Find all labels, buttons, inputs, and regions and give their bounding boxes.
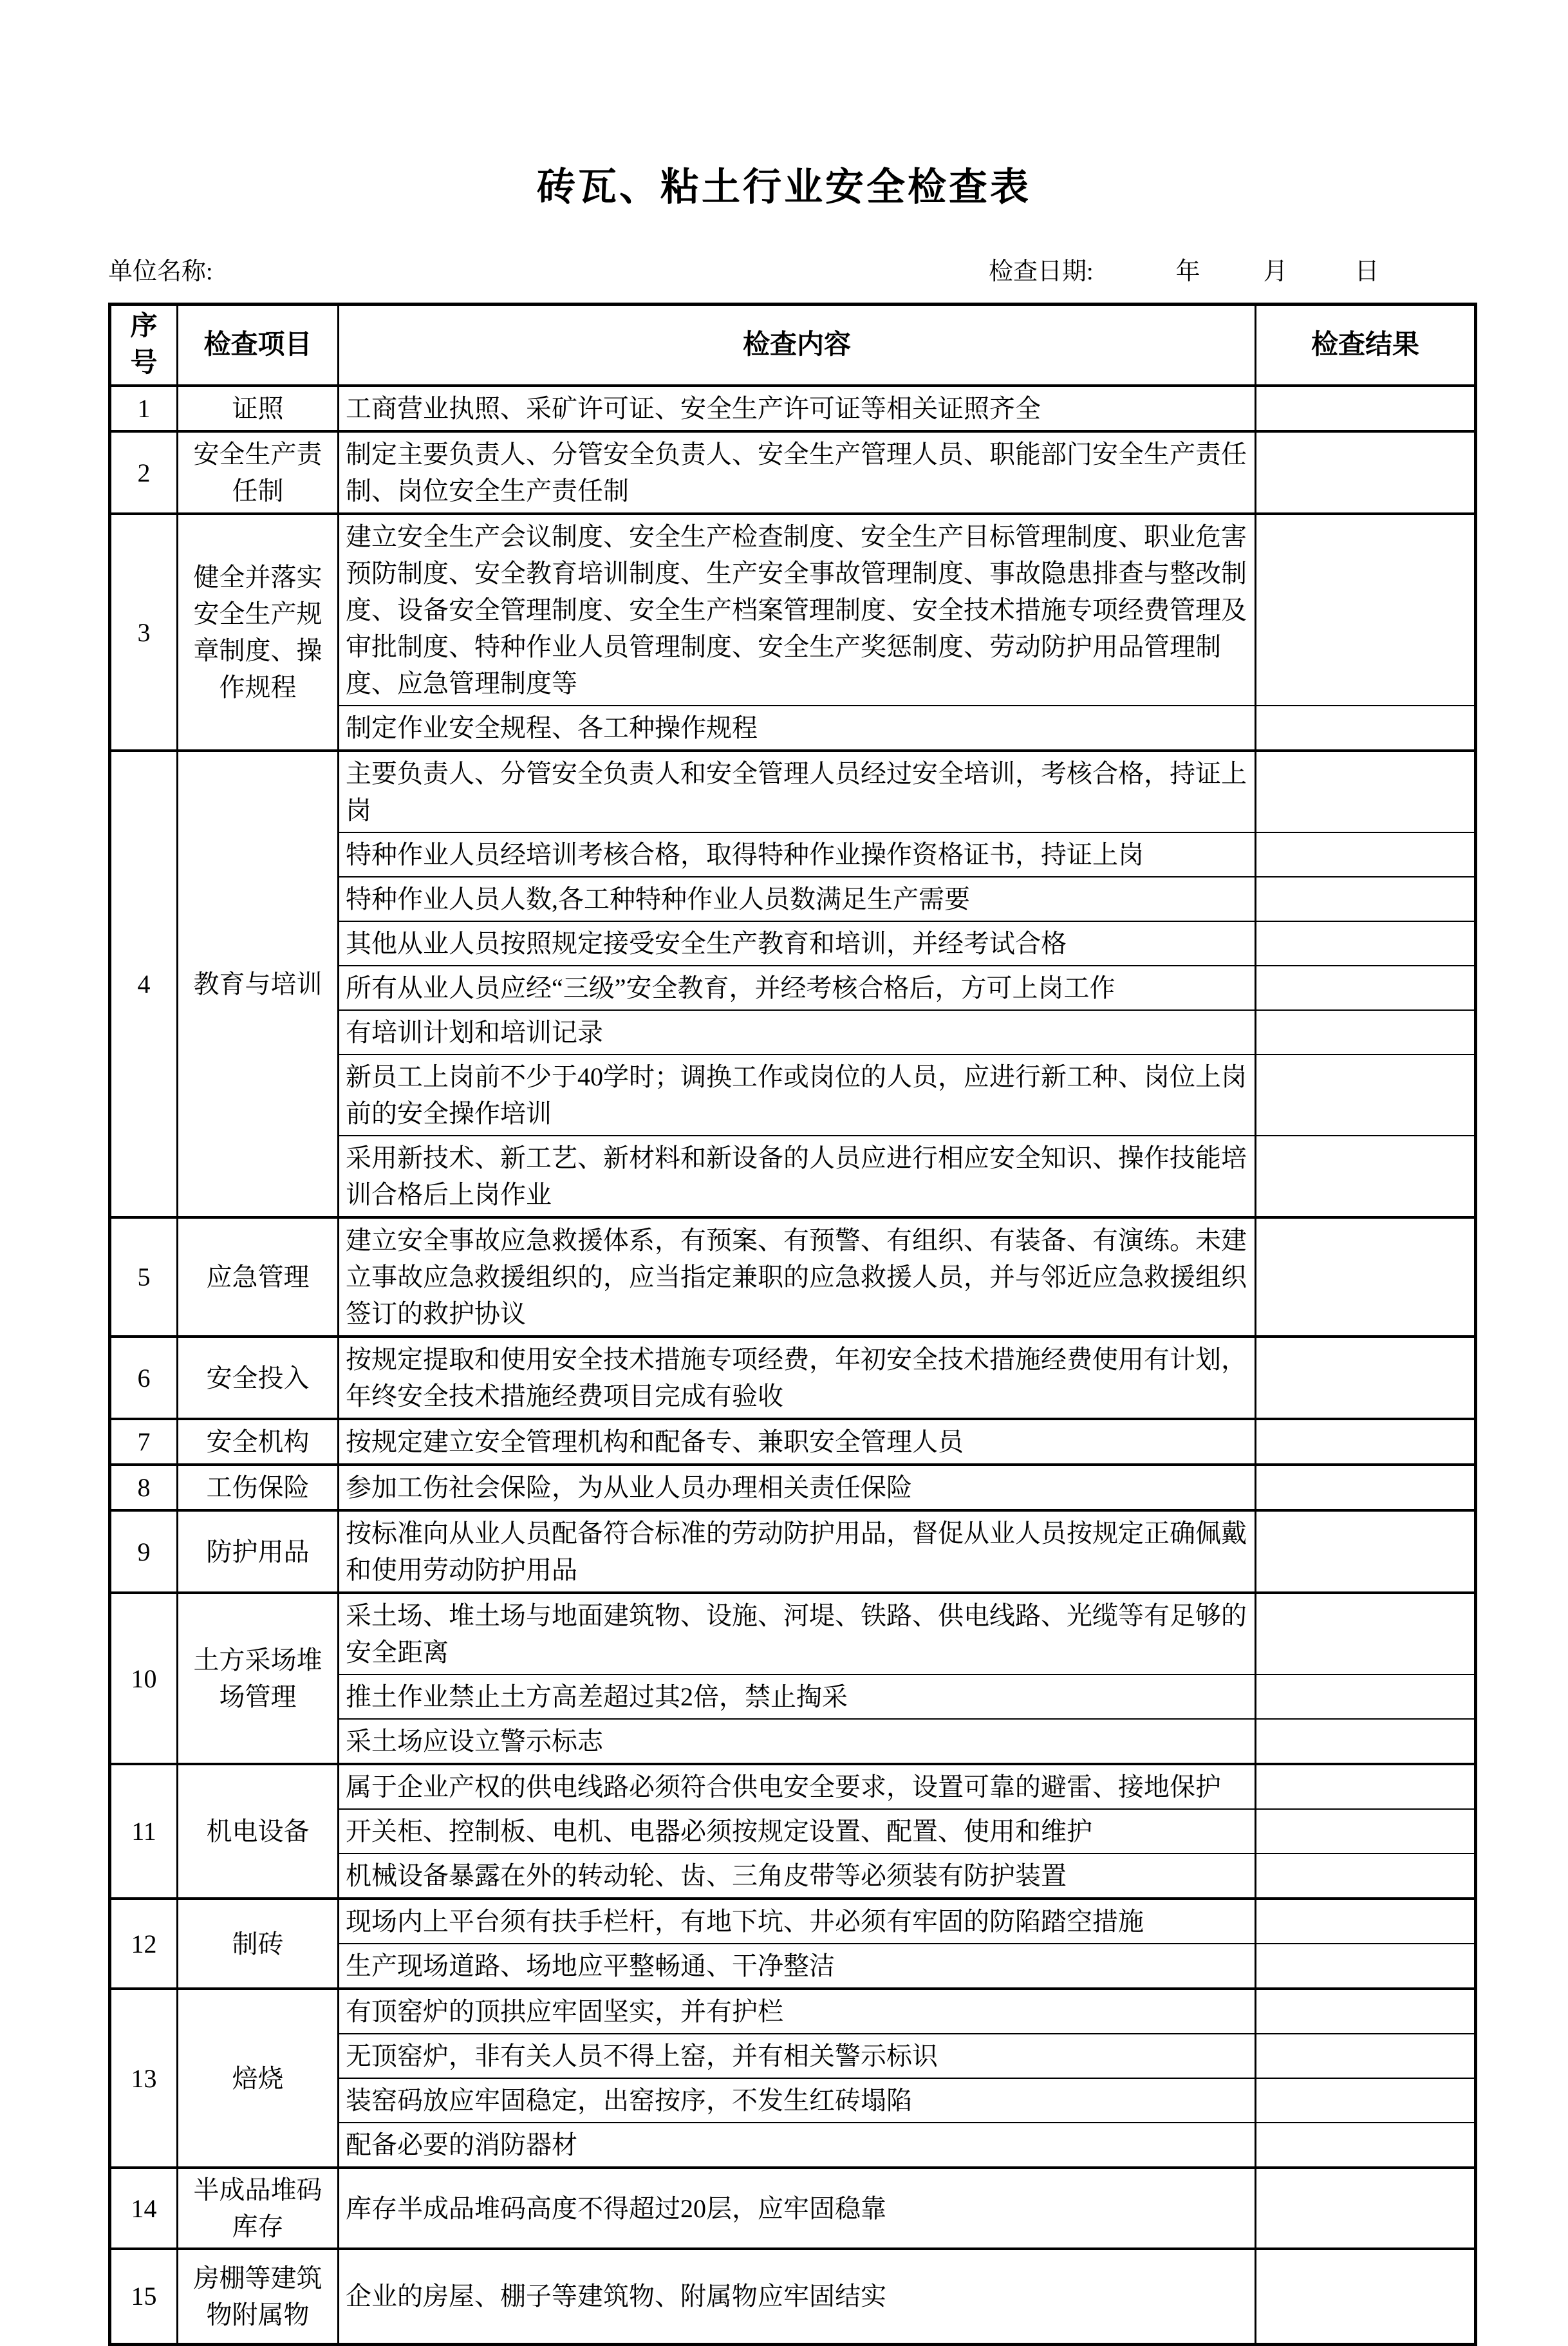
item-name-cell: 工伤保险 xyxy=(178,1465,339,1510)
item-name-cell: 半成品堆码库存 xyxy=(178,2168,339,2249)
table-row xyxy=(110,1593,1476,1675)
content-cell: 推土作业禁止土方高差超过其2倍，禁止掏采 xyxy=(339,1675,1256,1719)
item-name-cell: 土方采场堆场管理 xyxy=(178,1593,339,1764)
result-cell xyxy=(1256,1136,1476,1217)
unit-name-label: 单位名称: xyxy=(108,258,213,285)
content-cell: 特种作业人员经培训考核合格，取得特种作业操作资格证书，持证上岗 xyxy=(339,832,1256,877)
result-cell xyxy=(1256,2168,1476,2249)
table-row xyxy=(110,2249,1476,2344)
result-cell xyxy=(1256,1899,1476,1944)
content-cell: 有培训计划和培训记录 xyxy=(339,1010,1256,1055)
header-index: 序号 xyxy=(110,305,178,386)
item-name-cell: 证照 xyxy=(178,386,339,431)
row-number-cell: 14 xyxy=(110,2168,178,2249)
item-name-cell: 房棚等建筑物附属物 xyxy=(178,2249,339,2344)
result-cell xyxy=(1256,1809,1476,1853)
result-cell xyxy=(1256,1465,1476,1510)
content-cell: 配备必要的消防器材 xyxy=(339,2123,1256,2168)
content-cell: 新员工上岗前不少于40学时；调换工作或岗位的人员，应进行新工种、岗位上岗前的安全操作培训 xyxy=(339,1055,1256,1136)
result-cell xyxy=(1256,832,1476,877)
result-cell xyxy=(1256,1419,1476,1465)
result-cell xyxy=(1256,1337,1476,1419)
result-cell xyxy=(1256,2034,1476,2078)
table-row xyxy=(110,431,1476,514)
item-name-cell: 安全机构 xyxy=(178,1419,339,1465)
result-cell xyxy=(1256,2123,1476,2168)
result-cell xyxy=(1256,1217,1476,1337)
result-cell xyxy=(1256,706,1476,751)
result-cell xyxy=(1256,431,1476,514)
content-cell: 开关柜、控制板、电机、电器必须按规定设置、配置、使用和维护 xyxy=(339,1809,1256,1853)
table-row xyxy=(110,1899,1476,1944)
table-row xyxy=(110,1419,1476,1465)
result-cell xyxy=(1256,386,1476,431)
row-number-cell: 11 xyxy=(110,1764,178,1899)
table-row xyxy=(110,751,1476,832)
content-cell: 按规定建立安全管理机构和配备专、兼职安全管理人员 xyxy=(339,1419,1256,1465)
result-cell xyxy=(1256,1055,1476,1136)
result-cell xyxy=(1256,1764,1476,1809)
result-cell xyxy=(1256,514,1476,706)
content-cell: 建立安全生产会议制度、安全生产检查制度、安全生产目标管理制度、职业危害预防制度、安全教育培训制度、生产安全事故管理制度、事故隐患排查与整改制度、设备安全管理制度、安全生产档案管理制度、安全技术措施专项经费管理及审批制度、特种作业人员管理制度、安全生产奖惩制度、劳动防护用品管理制度、应急管理制度等 xyxy=(339,514,1256,706)
item-name-cell: 健全并落实安全生产规章制度、操作规程 xyxy=(178,514,339,751)
row-number-cell: 7 xyxy=(110,1419,178,1465)
result-cell xyxy=(1256,2249,1476,2344)
content-cell: 机械设备暴露在外的转动轮、齿、三角皮带等必须装有防护装置 xyxy=(339,1853,1256,1899)
item-name-cell: 防护用品 xyxy=(178,1510,339,1593)
date-month-label: 月 xyxy=(1263,258,1288,285)
content-cell: 其他从业人员按照规定接受安全生产教育和培训，并经考试合格 xyxy=(339,921,1256,966)
content-cell: 特种作业人员人数,各工种特种作业人员数满足生产需要 xyxy=(339,877,1256,921)
row-number-cell: 3 xyxy=(110,514,178,751)
item-name-cell: 制砖 xyxy=(178,1899,339,1989)
table-row xyxy=(110,386,1476,431)
item-name-cell: 安全投入 xyxy=(178,1337,339,1419)
row-number-cell: 8 xyxy=(110,1465,178,1510)
content-cell: 库存半成品堆码高度不得超过20层，应牢固稳靠 xyxy=(339,2168,1256,2249)
table-header-row xyxy=(110,305,1476,386)
result-cell xyxy=(1256,966,1476,1010)
content-cell: 制定主要负责人、分管安全负责人、安全生产管理人员、职能部门安全生产责任制、岗位安全生产责任制 xyxy=(339,431,1256,514)
table-row xyxy=(110,1764,1476,1809)
form-meta-row xyxy=(108,251,1474,288)
result-cell xyxy=(1256,1944,1476,1989)
content-cell: 按标准向从业人员配备符合标准的劳动防护用品，督促从业人员按规定正确佩戴和使用劳动防护用品 xyxy=(339,1510,1256,1593)
row-number-cell: 9 xyxy=(110,1510,178,1593)
content-cell: 参加工伤社会保险，为从业人员办理相关责任保险 xyxy=(339,1465,1256,1510)
content-cell: 无顶窑炉，非有关人员不得上窑，并有相关警示标识 xyxy=(339,2034,1256,2078)
table-row xyxy=(110,2168,1476,2249)
table-row xyxy=(110,1217,1476,1337)
content-cell: 采用新技术、新工艺、新材料和新设备的人员应进行相应安全知识、操作技能培训合格后上岗作业 xyxy=(339,1136,1256,1217)
row-number-cell: 5 xyxy=(110,1217,178,1337)
item-name-cell: 应急管理 xyxy=(178,1217,339,1337)
row-number-cell: 10 xyxy=(110,1593,178,1764)
content-cell: 属于企业产权的供电线路必须符合供电安全要求，设置可靠的避雷、接地保护 xyxy=(339,1764,1256,1809)
item-name-cell: 机电设备 xyxy=(178,1764,339,1899)
date-year-label: 年 xyxy=(1175,258,1200,285)
table-row xyxy=(110,1465,1476,1510)
row-number-cell: 13 xyxy=(110,1989,178,2168)
header-result: 检查结果 xyxy=(1256,305,1476,386)
content-cell: 装窑码放应牢固稳定，出窑按序，不发生红砖塌陷 xyxy=(339,2078,1256,2123)
result-cell xyxy=(1256,1510,1476,1593)
item-name-cell: 安全生产责任制 xyxy=(178,431,339,514)
content-cell: 采土场应设立警示标志 xyxy=(339,1719,1256,1764)
content-cell: 制定作业安全规程、各工种操作规程 xyxy=(339,706,1256,751)
content-cell: 按规定提取和使用安全技术措施专项经费，年初安全技术措施经费使用有计划，年终安全技术措施经费项目完成有验收 xyxy=(339,1337,1256,1419)
content-cell: 采土场、堆土场与地面建筑物、设施、河堤、铁路、供电线路、光缆等有足够的安全距离 xyxy=(339,1593,1256,1675)
row-number-cell: 15 xyxy=(110,2249,178,2344)
result-cell xyxy=(1256,1853,1476,1899)
content-cell: 现场内上平台须有扶手栏杆，有地下坑、井必须有牢固的防陷踏空措施 xyxy=(339,1899,1256,1944)
row-number-cell: 6 xyxy=(110,1337,178,1419)
table-row xyxy=(110,514,1476,706)
content-cell: 所有从业人员应经“三级”安全教育，并经考核合格后，方可上岗工作 xyxy=(339,966,1256,1010)
content-cell: 工商营业执照、采矿许可证、安全生产许可证等相关证照齐全 xyxy=(339,386,1256,431)
inspection-table xyxy=(108,303,1477,2346)
table-row xyxy=(110,1989,1476,2034)
row-number-cell: 2 xyxy=(110,431,178,514)
page-title: 砖瓦、粘土行业安全检查表 xyxy=(537,166,1031,209)
item-name-cell: 教育与培训 xyxy=(178,751,339,1217)
row-number-cell: 12 xyxy=(110,1899,178,1989)
result-cell xyxy=(1256,877,1476,921)
inspection-date-label: 检查日期: xyxy=(989,258,1094,285)
result-cell xyxy=(1256,1989,1476,2034)
result-cell xyxy=(1256,921,1476,966)
content-cell: 生产现场道路、场地应平整畅通、干净整洁 xyxy=(339,1944,1256,1989)
result-cell xyxy=(1256,1675,1476,1719)
content-cell: 主要负责人、分管安全负责人和安全管理人员经过安全培训，考核合格，持证上岗 xyxy=(339,751,1256,832)
inspection-date-group xyxy=(989,251,1379,286)
table-row xyxy=(110,1337,1476,1419)
result-cell xyxy=(1256,1719,1476,1764)
date-day-label: 日 xyxy=(1354,258,1379,285)
result-cell xyxy=(1256,2078,1476,2123)
row-number-cell: 4 xyxy=(110,751,178,1217)
content-cell: 建立安全事故应急救援体系，有预案、有预警、有组织、有装备、有演练。未建立事故应急救援组织的，应当指定兼职的应急救援人员，并与邻近应急救援组织签订的救护协议 xyxy=(339,1217,1256,1337)
result-cell xyxy=(1256,1010,1476,1055)
content-cell: 有顶窑炉的顶拱应牢固坚实，并有护栏 xyxy=(339,1989,1256,2034)
header-content: 检查内容 xyxy=(339,305,1256,386)
item-name-cell: 焙烧 xyxy=(178,1989,339,2168)
result-cell xyxy=(1256,751,1476,832)
row-number-cell: 1 xyxy=(110,386,178,431)
header-item: 检查项目 xyxy=(178,305,339,386)
result-cell xyxy=(1256,1593,1476,1675)
table-row xyxy=(110,1510,1476,1593)
content-cell: 企业的房屋、棚子等建筑物、附属物应牢固结实 xyxy=(339,2249,1256,2344)
